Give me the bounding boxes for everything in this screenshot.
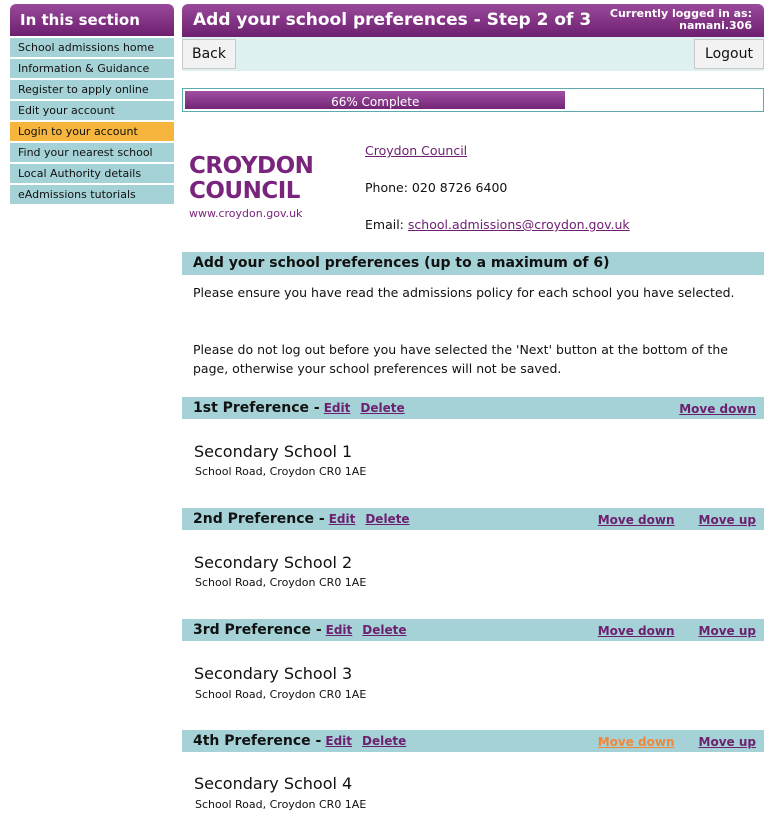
preference-2-school-name: Secondary School 2: [194, 553, 353, 572]
progress-bar: [182, 88, 764, 112]
preference-1-header: [182, 397, 764, 419]
preference-2-delete-link[interactable]: Delete: [365, 512, 410, 526]
preference-3-move-up-link[interactable]: Move up: [698, 624, 756, 638]
sidebar-item-register[interactable]: Register to apply online: [10, 80, 174, 99]
preference-2-move-down-link[interactable]: Move down: [597, 513, 675, 527]
phone-number: 020 8726 6400: [411, 180, 508, 195]
page-header: [182, 4, 764, 37]
preference-1-delete-link[interactable]: Delete: [360, 401, 405, 415]
email-link[interactable]: school.admissions@croydon.gov.uk: [407, 217, 630, 232]
preference-2-school-address: School Road, Croydon CR0 1AE: [195, 576, 367, 589]
section-heading: Add your school preferences (up to a maximum of 6): [182, 252, 764, 275]
preference-4-delete-link[interactable]: Delete: [362, 734, 407, 748]
sidebar-title: In this section: [10, 4, 174, 36]
page-title: Add your school preferences - Step 2 of 3: [193, 10, 592, 30]
preference-3-school-address: School Road, Croydon CR0 1AE: [195, 688, 367, 701]
preference-1-move-down-link[interactable]: Move down: [679, 402, 756, 416]
preference-4-edit-link[interactable]: Edit: [325, 734, 353, 748]
sidebar: [10, 4, 174, 206]
sidebar-item-nearest-school[interactable]: Find your nearest school: [10, 143, 174, 162]
progress-label: 66% Complete: [331, 95, 420, 109]
preference-4-move-down-link[interactable]: Move down: [597, 735, 675, 749]
logo-line-2: COUNCIL: [189, 178, 300, 204]
phone-label: Phone:: [365, 180, 408, 195]
logout-warning: Please do not log out before you have selected the 'Next' button at the bottom of the page, otherwise your school preferences will not be saved.: [193, 342, 728, 376]
sidebar-nav: [10, 38, 174, 204]
email-label: Email:: [365, 217, 404, 232]
contact-details: [365, 143, 630, 254]
preference-4-school-address: School Road, Croydon CR0 1AE: [195, 798, 367, 811]
preference-3-delete-link[interactable]: Delete: [362, 623, 407, 637]
preference-4-label: 4th Preference -: [193, 733, 322, 749]
progress-fill: [185, 91, 565, 109]
sidebar-item-login[interactable]: Login to your account: [10, 122, 174, 141]
preference-4-move-up-link[interactable]: Move up: [698, 735, 756, 749]
preference-3-header: [182, 619, 764, 641]
logout-button[interactable]: Logout: [694, 39, 764, 69]
preference-1-school-address: School Road, Croydon CR0 1AE: [195, 465, 367, 478]
preference-2-edit-link[interactable]: Edit: [328, 512, 356, 526]
logo-line-1: CROYDON: [189, 153, 314, 179]
sidebar-item-admissions-home[interactable]: School admissions home: [10, 38, 174, 57]
preference-3-move-down-link[interactable]: Move down: [597, 624, 675, 638]
preference-1-edit-link[interactable]: Edit: [323, 401, 351, 415]
preference-1-label: 1st Preference -: [193, 400, 320, 416]
policy-note: Please ensure you have read the admissions policy for each school you have selected.: [193, 285, 735, 300]
preference-2-header: [182, 508, 764, 530]
preference-3-school-name: Secondary School 3: [194, 664, 353, 683]
login-info: [610, 8, 752, 32]
croydon-council-logo: [189, 154, 329, 220]
preference-3-label: 3rd Preference -: [193, 622, 322, 638]
sidebar-item-la-details[interactable]: Local Authority details: [10, 164, 174, 183]
sidebar-item-tutorials[interactable]: eAdmissions tutorials: [10, 185, 174, 204]
preference-2-move-up-link[interactable]: Move up: [698, 513, 756, 527]
login-label: Currently logged in as:: [609, 7, 752, 20]
toolbar: [182, 37, 764, 71]
preference-4-header: [182, 730, 764, 752]
preference-3-edit-link[interactable]: Edit: [325, 623, 353, 637]
preference-4-school-name: Secondary School 4: [194, 774, 353, 793]
back-button[interactable]: Back: [182, 39, 236, 69]
logo-url: www.croydon.gov.uk: [189, 207, 303, 220]
login-username: namani.306: [679, 19, 752, 32]
preference-1-school-name: Secondary School 1: [194, 442, 353, 461]
sidebar-item-information-guidance[interactable]: Information & Guidance: [10, 59, 174, 78]
preference-2-label: 2nd Preference -: [193, 511, 325, 527]
sidebar-item-edit-account[interactable]: Edit your account: [10, 101, 174, 120]
council-link[interactable]: Croydon Council: [365, 143, 468, 158]
